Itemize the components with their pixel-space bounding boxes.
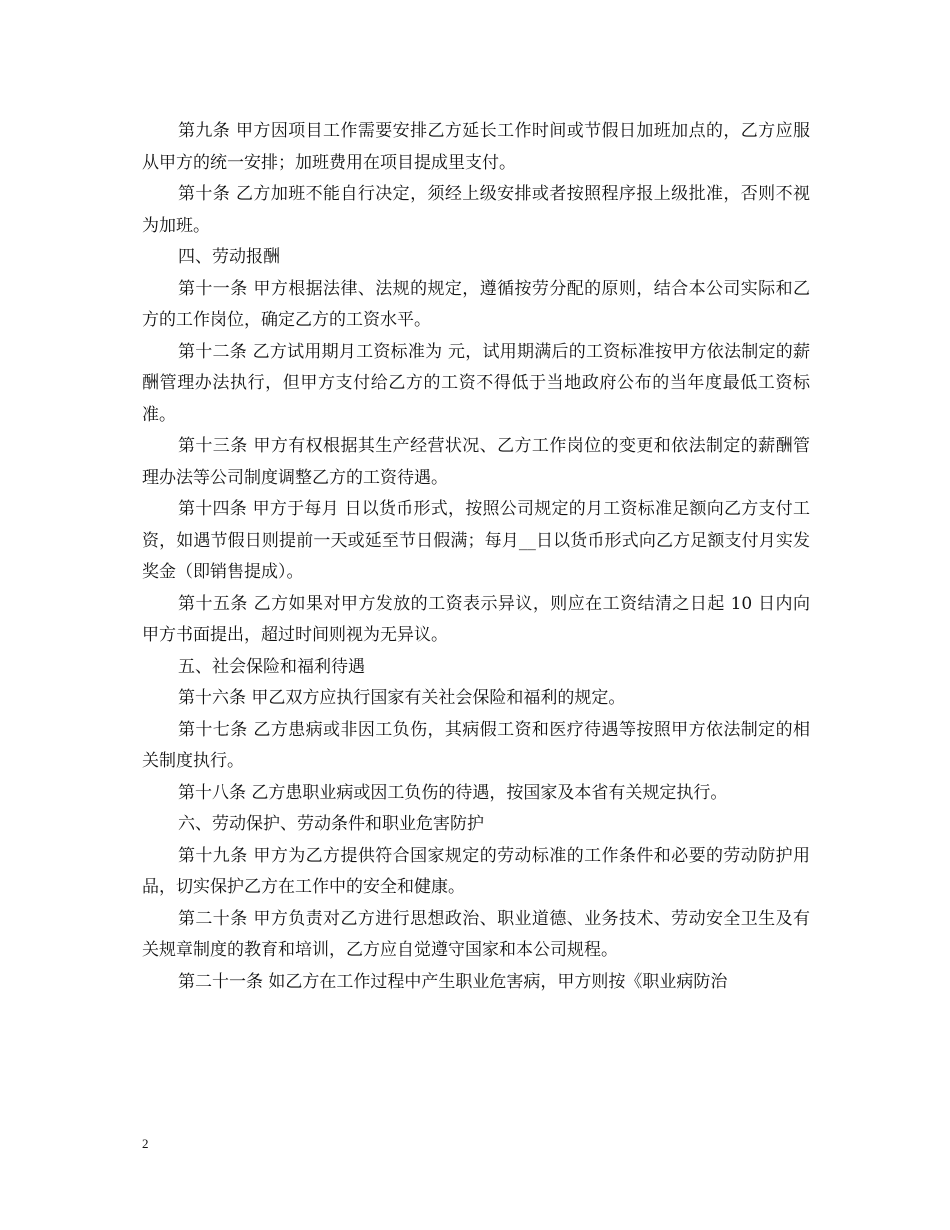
paragraph-article-15: 第十五条 乙方如果对甲方发放的工资表示异议，则应在工资结清之日起 10 日内向甲方书面提出，超过时间则视为无异议。 <box>142 593 810 645</box>
paragraph-article-20: 第二十条 甲方负责对乙方进行思想政治、职业道德、业务技术、劳动安全卫生及有关规章制度的教育和培训，乙方应自觉遵守国家和本公司规程。 <box>142 908 810 960</box>
paragraph-article-12: 第十二条 乙方试用期月工资标准为 元，试用期满后的工资标准按甲方依法制定的薪酬管理办法执行，但甲方支付给乙方的工资不得低于当地政府公布的当年度最低工资标准。 <box>142 341 810 425</box>
paragraph-article-21: 第二十一条 如乙方在工作过程中产生职业危害病，甲方则按《职业病防治 <box>178 971 728 992</box>
paragraph-article-9: 第九条 甲方因项目工作需要安排乙方延长工作时间或节假日加班加点的，乙方应服从甲方的统一安排；加班费用在项目提成里支付。 <box>142 121 810 173</box>
document-body <box>142 116 810 998</box>
paragraph-article-11: 第十一条 甲方根据法律、法规的规定，遵循按劳分配的原则，结合本公司实际和乙方的工作岗位，确定乙方的工资水平。 <box>142 278 810 330</box>
section-heading-6: 六、劳动保护、劳动条件和职业危害防护 <box>178 814 484 834</box>
paragraph-article-19: 第十九条 甲方为乙方提供符合国家规定的劳动标准的工作条件和必要的劳动防护用品，切实保护乙方在工作中的安全和健康。 <box>142 845 810 897</box>
paragraph-article-10: 第十条 乙方加班不能自行决定，须经上级安排或者按照程序报上级批准，否则不视为加班。 <box>142 184 810 236</box>
paragraph-article-18: 第十八条 乙方患职业病或因工负伤的待遇，按国家及本省有关规定执行。 <box>178 782 728 803</box>
section-heading-5: 五、社会保险和福利待遇 <box>178 656 365 677</box>
paragraph-article-16: 第十六条 甲乙双方应执行国家有关社会保险和福利的规定。 <box>178 688 626 708</box>
section-heading-4: 四、劳动报酬 <box>178 247 280 267</box>
paragraph-article-17: 第十七条 乙方患病或非因工负伤，其病假工资和医疗待遇等按照甲方依法制定的相关制度执行。 <box>142 719 810 771</box>
page-number: 2 <box>142 1136 149 1151</box>
paragraph-article-13: 第十三条 甲方有权根据其生产经营状况、乙方工作岗位的变更和依法制定的薪酬管理办法等公司制度调整乙方的工资待遇。 <box>142 436 810 488</box>
paragraph-article-14: 第十四条 甲方于每月 日以货币形式，按照公司规定的月工资标准足额向乙方支付工资，如遇节假日则提前一天或延至节日假满；每月__日以货币形式向乙方足额支付月实发奖金（即销售提成）。 <box>142 499 810 582</box>
